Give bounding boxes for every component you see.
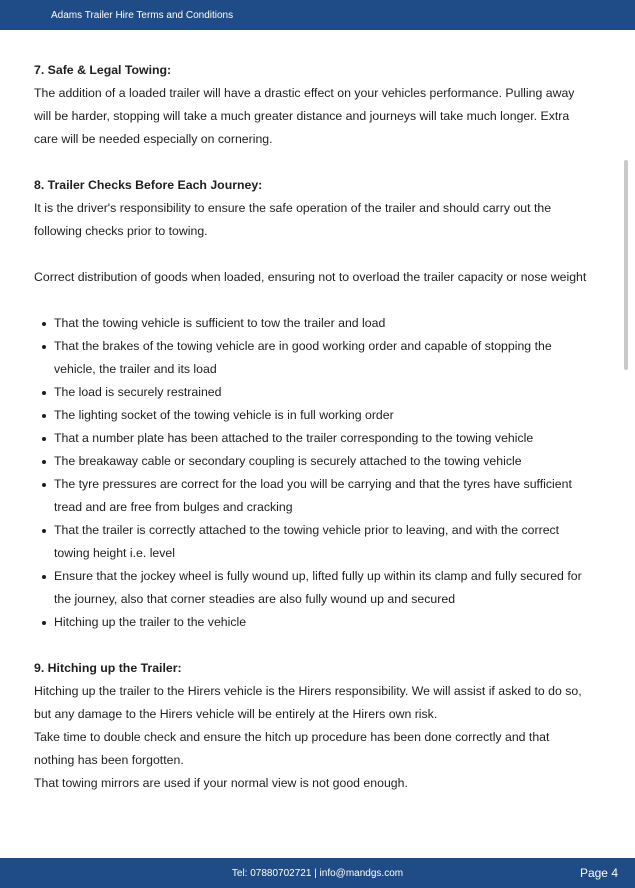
paragraph-line: It is the driver's responsibility to ensure the safe operation of the trailer and should carry out the — [34, 201, 552, 215]
list-item: That a number plate has been attached to the trailer corresponding to the towing vehicle — [34, 427, 614, 450]
paragraph-line: care will be needed especially on cornering. — [34, 132, 273, 146]
list-item: The tyre pressures are correct for the load you will be carrying and that the tyres have sufficient tread and are free from bulges and cracking — [34, 473, 614, 519]
page-content — [34, 59, 614, 795]
list-item: The load is securely restrained — [34, 381, 614, 404]
bullet-icon — [42, 460, 46, 464]
paragraph-line: but any damage to the Hirers vehicle will be entirely at the Hirers own risk. — [34, 707, 438, 721]
list-item: Hitching up the trailer to the vehicle — [34, 611, 614, 634]
section-heading: 7. Safe & Legal Towing: — [34, 63, 172, 77]
section-trailer-checks — [34, 174, 614, 634]
list-item: The lighting socket of the towing vehicle is in full working order — [34, 404, 614, 427]
document-title: Adams Trailer Hire Terms and Conditions — [51, 10, 234, 21]
paragraph-line: nothing has been forgotten. — [34, 753, 184, 767]
paragraph-line: Hitching up the trailer to the Hirers vehicle is the Hirers responsibility. We will assist if asked to do so, — [34, 684, 582, 698]
scrollbar-thumb[interactable] — [624, 160, 628, 370]
header-bar — [0, 0, 635, 30]
section-heading: 9. Hitching up the Trailer: — [34, 661, 182, 675]
paragraph-line: That towing mirrors are used if your normal view is not good enough. — [34, 776, 408, 790]
list-item: Ensure that the jockey wheel is fully wound up, lifted fully up within its clamp and fully secured for the journey, also that corner steadies are also fully wound up and secured — [34, 565, 614, 611]
footer-bar — [0, 858, 635, 888]
paragraph-line: Correct distribution of goods when loaded, ensuring not to overload the trailer capacity or nose weight — [34, 270, 587, 284]
checks-list — [34, 312, 614, 634]
bullet-icon — [42, 483, 46, 487]
bullet-icon — [42, 437, 46, 441]
page-number: Page 4 — [579, 866, 618, 880]
list-item: That the brakes of the towing vehicle are in good working order and capable of stopping the vehicle, the trailer and its load — [34, 335, 614, 381]
bullet-icon — [42, 575, 46, 579]
paragraph-line: The addition of a loaded trailer will have a drastic effect on your vehicles performance. Pulling away — [34, 86, 575, 100]
section-safe-legal-towing — [34, 59, 614, 151]
paragraph-line: Take time to double check and ensure the hitch up procedure has been done correctly and that — [34, 730, 550, 744]
list-item: The breakaway cable or secondary coupling is securely attached to the towing vehicle — [34, 450, 614, 473]
bullet-icon — [42, 345, 46, 349]
paragraph-line: will be harder, stopping will take a much greater distance and journeys will take much longer. Extra — [34, 109, 570, 123]
bullet-icon — [42, 391, 46, 395]
bullet-icon — [42, 621, 46, 625]
section-hitching-up — [34, 657, 614, 795]
list-item: That the towing vehicle is sufficient to tow the trailer and load — [34, 312, 614, 335]
footer-contact: Tel: 07880702721 | info@mandgs.com — [231, 868, 404, 879]
paragraph-line: following checks prior to towing. — [34, 224, 208, 238]
bullet-icon — [42, 529, 46, 533]
section-heading: 8. Trailer Checks Before Each Journey: — [34, 178, 263, 192]
list-item: That the trailer is correctly attached to the towing vehicle prior to leaving, and with the correct towing height i.e. level — [34, 519, 614, 565]
bullet-icon — [42, 414, 46, 418]
bullet-icon — [42, 322, 46, 326]
